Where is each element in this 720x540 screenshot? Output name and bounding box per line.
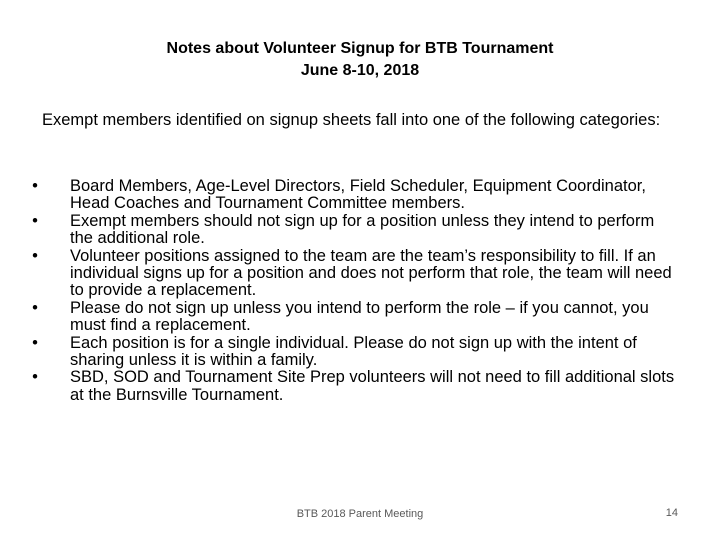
intro-paragraph: Exempt members identified on signup sheets fall into one of the following categories: [42,111,661,129]
bullet-icon: • [32,177,38,195]
list-item [28,335,678,370]
list-item [28,248,678,300]
title-line-1: Notes about Volunteer Signup for BTB Tournament [166,40,554,57]
list-item [28,213,678,248]
footer-text: BTB 2018 Parent Meeting [296,508,424,520]
bullet-icon: • [32,211,38,230]
list-item-text: Each position is for a single individual. Please do not sign up with the intent of sharing unless it is within a family. [70,333,637,370]
bullet-icon: • [32,333,38,352]
list-item [28,369,678,404]
bullet-list [28,178,678,404]
list-item [28,178,678,213]
bullet-icon: • [32,246,38,265]
slide-title [0,38,720,82]
list-item-text: SBD, SOD and Tournament Site Prep volunteers will not need to fill additional slots at the Burnsville Tournament. [70,368,675,404]
list-item-text: Volunteer positions assigned to the team are the team’s responsibility to fill. If an individual signs up for a position and does not perform that role, the team will need to provide a replacement. [70,246,672,300]
title-line-2: June 8-10, 2018 [300,62,420,79]
bullet-icon: • [32,368,38,387]
bullet-icon: • [32,298,38,317]
list-item-text: Board Members, Age-Level Directors, Field Scheduler, Equipment Coordinator, Head Coaches and Tournament Committee members. [70,177,646,213]
page-number: 14 [665,507,678,519]
list-item-text: Please do not sign up unless you intend to perform the role – if you cannot, you must find a replacement. [70,298,649,335]
list-item-text: Exempt members should not sign up for a position unless they intend to perform the additional role. [70,211,655,248]
list-item [28,300,678,335]
